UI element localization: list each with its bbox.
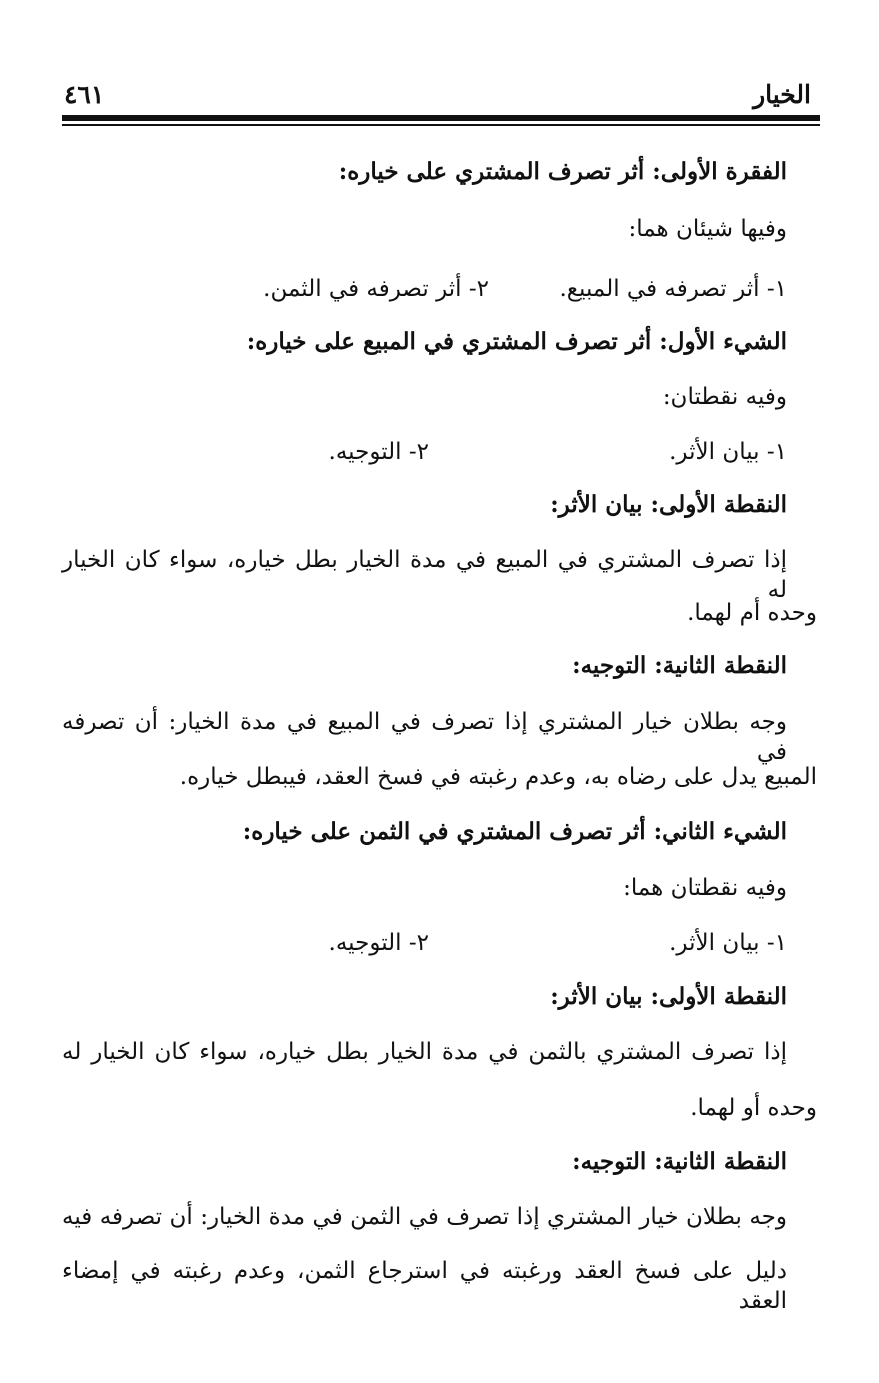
paragraph-line: دليل على فسخ العقد ورغبته في استرجاع الثمن، وعدم رغبته في إمضاء العقد <box>62 1258 787 1314</box>
paragraph-line: إذا تصرف المشتري بالثمن في مدة الخيار بطل خياره، سواء كان الخيار له <box>62 1039 787 1065</box>
header-rule-thick <box>62 115 820 121</box>
point-heading: النقطة الثانية: التوجيه: <box>572 652 787 679</box>
paragraph-line: وجه بطلان خيار المشتري إذا تصرف في الثمن في مدة الخيار: أن تصرفه فيه <box>62 1204 787 1230</box>
subsection-heading-1: الشيء الأول: أثر تصرف المشتري في المبيع على خياره: <box>246 328 787 355</box>
paragraph-line: وجه بطلان خيار المشتري إذا تصرف في المبيع في مدة الخيار: أن تصرفه في <box>62 709 787 765</box>
section-heading-1: الفقرة الأولى: أثر تصرف المشتري على خياره: <box>338 158 787 185</box>
list-item: ١- أثر تصرفه في المبيع. <box>559 276 787 302</box>
page-number: ٤٦١ <box>64 80 105 109</box>
header-rule-thin <box>62 124 820 126</box>
list-item: ٢- التوجيه. <box>328 439 429 465</box>
point-heading: النقطة الثانية: التوجيه: <box>572 1148 787 1175</box>
paragraph-line: وحده أو لهما. <box>690 1095 817 1121</box>
list-item: ١- بيان الأثر. <box>669 930 787 956</box>
point-heading: النقطة الأولى: بيان الأثر: <box>550 491 787 518</box>
paragraph-line: المبيع يدل على رضاه به، وعدم رغبته في فسخ العقد، فيبطل خياره. <box>179 764 817 790</box>
section-intro-1: وفيها شيئان هما: <box>628 216 787 242</box>
point-heading: النقطة الأولى: بيان الأثر: <box>550 983 787 1010</box>
paragraph-line: وحده أم لهما. <box>687 600 817 626</box>
subsection-intro-2: وفيه نقطتان هما: <box>623 875 787 901</box>
subsection-intro-1: وفيه نقطتان: <box>662 384 787 410</box>
running-header-title: الخيار <box>753 80 811 109</box>
list-item: ٢- التوجيه. <box>328 930 429 956</box>
paragraph-line: إذا تصرف المشتري في المبيع في مدة الخيار بطل خياره، سواء كان الخيار له <box>62 547 787 603</box>
subsection-heading-2: الشيء الثاني: أثر تصرف المشتري في الثمن على خياره: <box>242 818 787 845</box>
list-item: ٢- أثر تصرفه في الثمن. <box>263 276 489 302</box>
list-item: ١- بيان الأثر. <box>669 439 787 465</box>
